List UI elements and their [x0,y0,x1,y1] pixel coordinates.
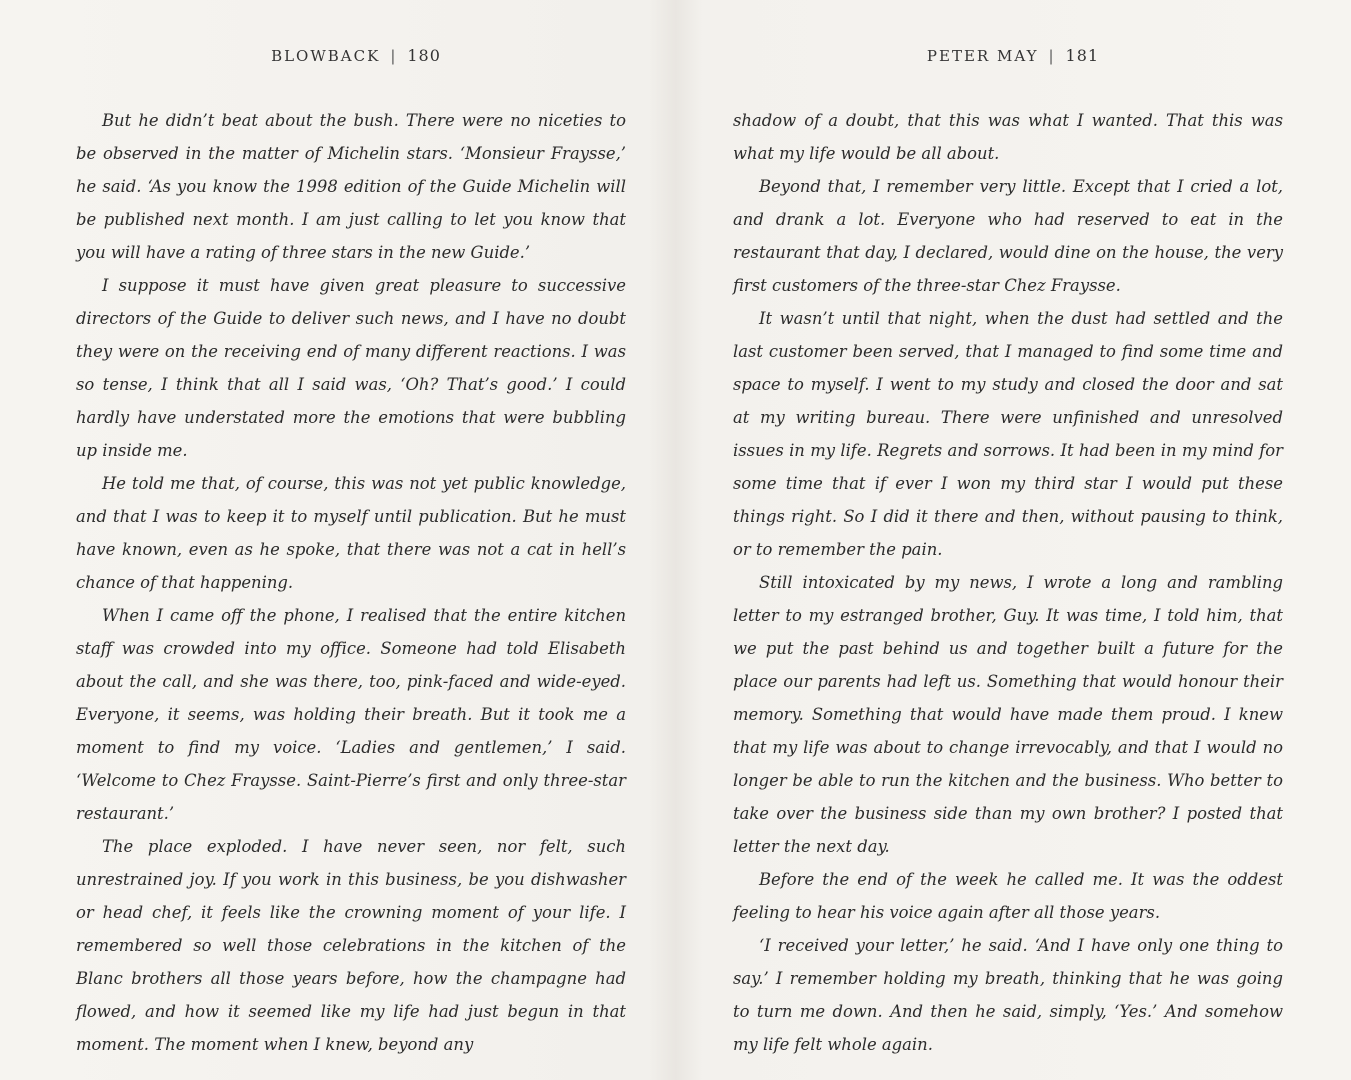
paragraph: But he didn’t beat about the bush. There were no niceties to be observed in the matter of Michelin stars. ‘Monsieur Fraysse,’ he said. ‘As you know the 1998 edition of the Guide Michelin will be published next month. I am just calling to let you know that you will have a rating of three stars in the new Guide.’ [76,111,626,262]
paragraph: Before the end of the week he called me. It was the oddest feeling to hear his voice again after all those years. [733,870,1283,922]
paragraph: ‘I received your letter,’ he said. ‘And I have only one thing to say.’ I remember holding my breath, thinking that he was going to turn me down. And then he said, simply, ‘Yes.’ And somehow my life felt whole again. [733,936,1283,1054]
left-page-header [76,46,636,65]
left-page-number: 180 [407,46,441,65]
paragraph: shadow of a doubt, that this was what I wanted. That this was what my life would be all about. [733,111,1283,163]
paragraph: He told me that, of course, this was not yet public knowledge, and that I was to keep it to myself until publication. But he must have known, even as he spoke, that there was not a cat in hell’s chance of that happening. [76,474,626,592]
right-page-body [733,104,1283,1061]
right-running-title: PETER MAY [926,47,1039,65]
left-running-title: BLOWBACK [271,47,381,65]
paragraph: Still intoxicated by my news, I wrote a long and rambling letter to my estranged brother, Guy. It was time, I told him, that we put the past behind us and together built a future for the place our parents had left us. Something that would honour their memory. Something that would have made them proud. I knew that my life was about to change irrevocably, and that I would no longer be able to run the kitchen and the business. Who better to take over the business side than my own brother? I posted that letter the next day. [733,573,1283,856]
left-header-separator: | [390,47,398,65]
paragraph: When I came off the phone, I realised that the entire kitchen staff was crowded into my office. Someone had told Elisabeth about the call, and she was there, too, pink-faced and wide-eyed. Everyone, it seems, was holding their breath. But it took me a moment to find my voice. ‘Ladies and gentlemen,’ I said. ‘Welcome to Chez Fraysse. Saint-Pierre’s first and only three-star restaurant.’ [76,606,626,823]
left-page [76,0,636,1080]
paragraph: It wasn’t until that night, when the dust had settled and the last customer been served, that I managed to find some time and space to myself. I went to my study and closed the door and sat at my writing bureau. There were unfinished and unresolved issues in my life. Regrets and sorrows. It had been in my mind for some time that if ever I won my third star I would put these things right. So I did it there and then, without pausing to think, or to remember the pain. [733,309,1283,559]
right-header-separator: | [1048,47,1056,65]
right-page-header [733,46,1293,65]
right-page-number: 181 [1065,46,1100,65]
paragraph: Beyond that, I remember very little. Except that I cried a lot, and drank a lot. Everyone who had reserved to eat in the restaurant that day, I declared, would dine on the house, the very first customers of the three-star Chez Fraysse. [733,177,1283,295]
right-page [733,0,1293,1080]
paragraph: The place exploded. I have never seen, nor felt, such unrestrained joy. If you work in this business, be you dishwasher or head chef, it feels like the crowning moment of your life. I remembered so well those celebrations in the kitchen of the Blanc brothers all those years before, how the champagne had flowed, and how it seemed like my life had just begun in that moment. The moment when I knew, beyond any [76,837,626,1054]
left-page-body [76,104,626,1061]
paragraph: I suppose it must have given great pleasure to successive directors of the Guide to deliver such news, and I have no doubt they were on the receiving end of many different reactions. I was so tense, I think that all I said was, ‘Oh? That’s good.’ I could hardly have understated more the emotions that were bubbling up inside me. [76,276,626,460]
